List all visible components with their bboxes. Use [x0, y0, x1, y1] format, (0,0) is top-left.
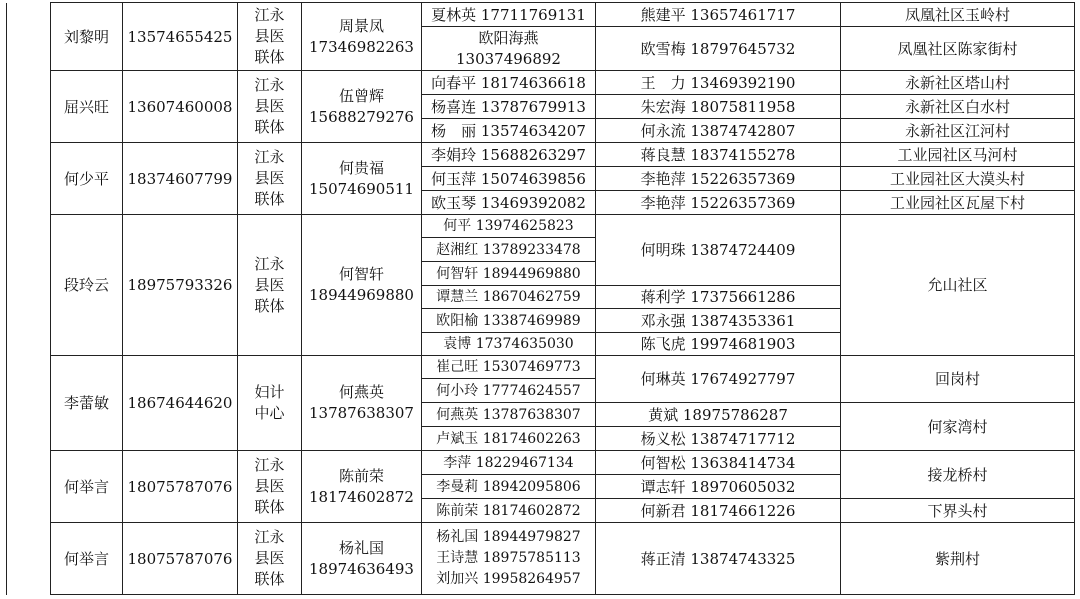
village-contact: 何永流 13874742807: [596, 119, 841, 143]
member-contact: 谭慧兰 18670462759: [422, 286, 596, 309]
village-contact: 何新君 18174661226: [596, 499, 841, 523]
community-name: 允山社区: [841, 215, 1075, 356]
village-contact: 蒋良慧 18374155278: [596, 143, 841, 167]
member-contact: 李娟玲 15688263297: [422, 143, 596, 167]
member-contact: 李萍 18229467134: [422, 451, 596, 475]
leading-blank-column: [7, 3, 51, 356]
unit-cell: 江永 县医 联体: [238, 3, 302, 71]
lead-contact: 何燕英 13787638307: [302, 356, 422, 451]
community-name: 永新社区白水村: [841, 95, 1075, 119]
member-contact: 崔己旺 15307469773: [422, 356, 596, 379]
member-contact: 欧阳榆 13387469989: [422, 309, 596, 333]
village-contact: 何智松 13638414734: [596, 451, 841, 475]
doctor-name: 刘黎明: [51, 3, 123, 71]
unit-cell: 江永 县医 联体: [238, 523, 302, 595]
doctor-phone: 13607460008: [123, 71, 238, 143]
lead-contact: 陈前荣 18174602872: [302, 451, 422, 523]
doctor-phone: 18075787076: [123, 451, 238, 523]
doctor-phone: 18075787076: [123, 523, 238, 595]
member-contact: 杨喜连 13787679913: [422, 95, 596, 119]
community-name: 下界头村: [841, 499, 1075, 523]
doctor-phone: 18975793326: [123, 215, 238, 356]
village-contact: 陈飞虎 19974681903: [596, 333, 841, 356]
unit-cell: 江永 县医 联体: [238, 71, 302, 143]
village-contact: 蒋正清 13874743325: [596, 523, 841, 595]
doctor-name: 何举言: [51, 451, 123, 523]
unit-cell: 妇计 中心: [238, 356, 302, 451]
community-name: 何家湾村: [841, 403, 1075, 451]
village-contact: 李艳萍 15226357369: [596, 167, 841, 191]
doctor-name: 屈兴旺: [51, 71, 123, 143]
community-name: 凤凰社区玉岭村: [841, 3, 1075, 27]
leading-blank-column: [7, 356, 51, 595]
unit-cell: 江永 县医 联体: [238, 451, 302, 523]
community-name: 工业园社区大漠头村: [841, 167, 1075, 191]
member-contact: 何小玲 17774624557: [422, 379, 596, 403]
member-contact: 何平 13974625823: [422, 215, 596, 238]
member-contact: 夏林英 17711769131: [422, 3, 596, 27]
village-contact: 李艳萍 15226357369: [596, 191, 841, 215]
doctor-name: 何举言: [51, 523, 123, 595]
lead-contact: 伍曾辉 15688279276: [302, 71, 422, 143]
community-name: 接龙桥村: [841, 451, 1075, 499]
member-contact: 欧阳海燕 13037496892: [422, 27, 596, 71]
member-contact: 袁博 17374635030: [422, 333, 596, 356]
community-name: 凤凰社区陈家街村: [841, 27, 1075, 71]
member-contact: 卢斌玉 18174602263: [422, 427, 596, 451]
village-contact: 王 力 13469392190: [596, 71, 841, 95]
village-contact: 朱宏海 18075811958: [596, 95, 841, 119]
doctor-phone: 18374607799: [123, 143, 238, 215]
lead-contact: 周景凤 17346982263: [302, 3, 422, 71]
village-contact: 何琳英 17674927797: [596, 356, 841, 403]
doctor-name: 段玲云: [51, 215, 123, 356]
member-contact: 何智轩 18944969880: [422, 262, 596, 286]
community-name: 紫荆村: [841, 523, 1075, 595]
unit-cell: 江永 县医 联体: [238, 143, 302, 215]
contact-table: [6, 2, 1075, 595]
lead-contact: 何贵福 15074690511: [302, 143, 422, 215]
member-contact: 向春平 18174636618: [422, 71, 596, 95]
lead-contact: 杨礼国 18974636493: [302, 523, 422, 595]
community-name: 工业园社区瓦屋下村: [841, 191, 1075, 215]
member-contact: 何燕英 13787638307: [422, 403, 596, 427]
member-contact: 杨 丽 13574634207: [422, 119, 596, 143]
community-name: 回岗村: [841, 356, 1075, 403]
village-contact: 欧雪梅 18797645732: [596, 27, 841, 71]
village-contact: 何明珠 13874724409: [596, 215, 841, 286]
village-contact: 熊建平 13657461717: [596, 3, 841, 27]
village-contact: 蒋利学 17375661286: [596, 286, 841, 309]
member-contact: 欧玉琴 13469392082: [422, 191, 596, 215]
member-contact: 陈前荣 18174602872: [422, 499, 596, 523]
village-contact: 杨义松 13874717712: [596, 427, 841, 451]
member-contact: 李曼莉 18942095806: [422, 475, 596, 499]
lead-contact: 何智轩 18944969880: [302, 215, 422, 356]
village-contact: 邓永强 13874353361: [596, 309, 841, 333]
community-name: 永新社区塔山村: [841, 71, 1075, 95]
member-contact: 何玉萍 15074639856: [422, 167, 596, 191]
doctor-name: 何少平: [51, 143, 123, 215]
village-contact: 黄斌 18975786287: [596, 403, 841, 427]
community-name: 工业园社区马河村: [841, 143, 1075, 167]
community-name: 永新社区江河村: [841, 119, 1075, 143]
unit-cell: 江永 县医 联体: [238, 215, 302, 356]
doctor-name: 李蕾敏: [51, 356, 123, 451]
village-contact: 谭志轩 18970605032: [596, 475, 841, 499]
member-contact: 赵湘红 13789233478: [422, 238, 596, 262]
doctor-phone: 13574655425: [123, 3, 238, 71]
doctor-phone: 18674644620: [123, 356, 238, 451]
member-contact: 杨礼国 18944979827 王诗慧 18975785113 刘加兴 19958264957: [422, 523, 596, 595]
